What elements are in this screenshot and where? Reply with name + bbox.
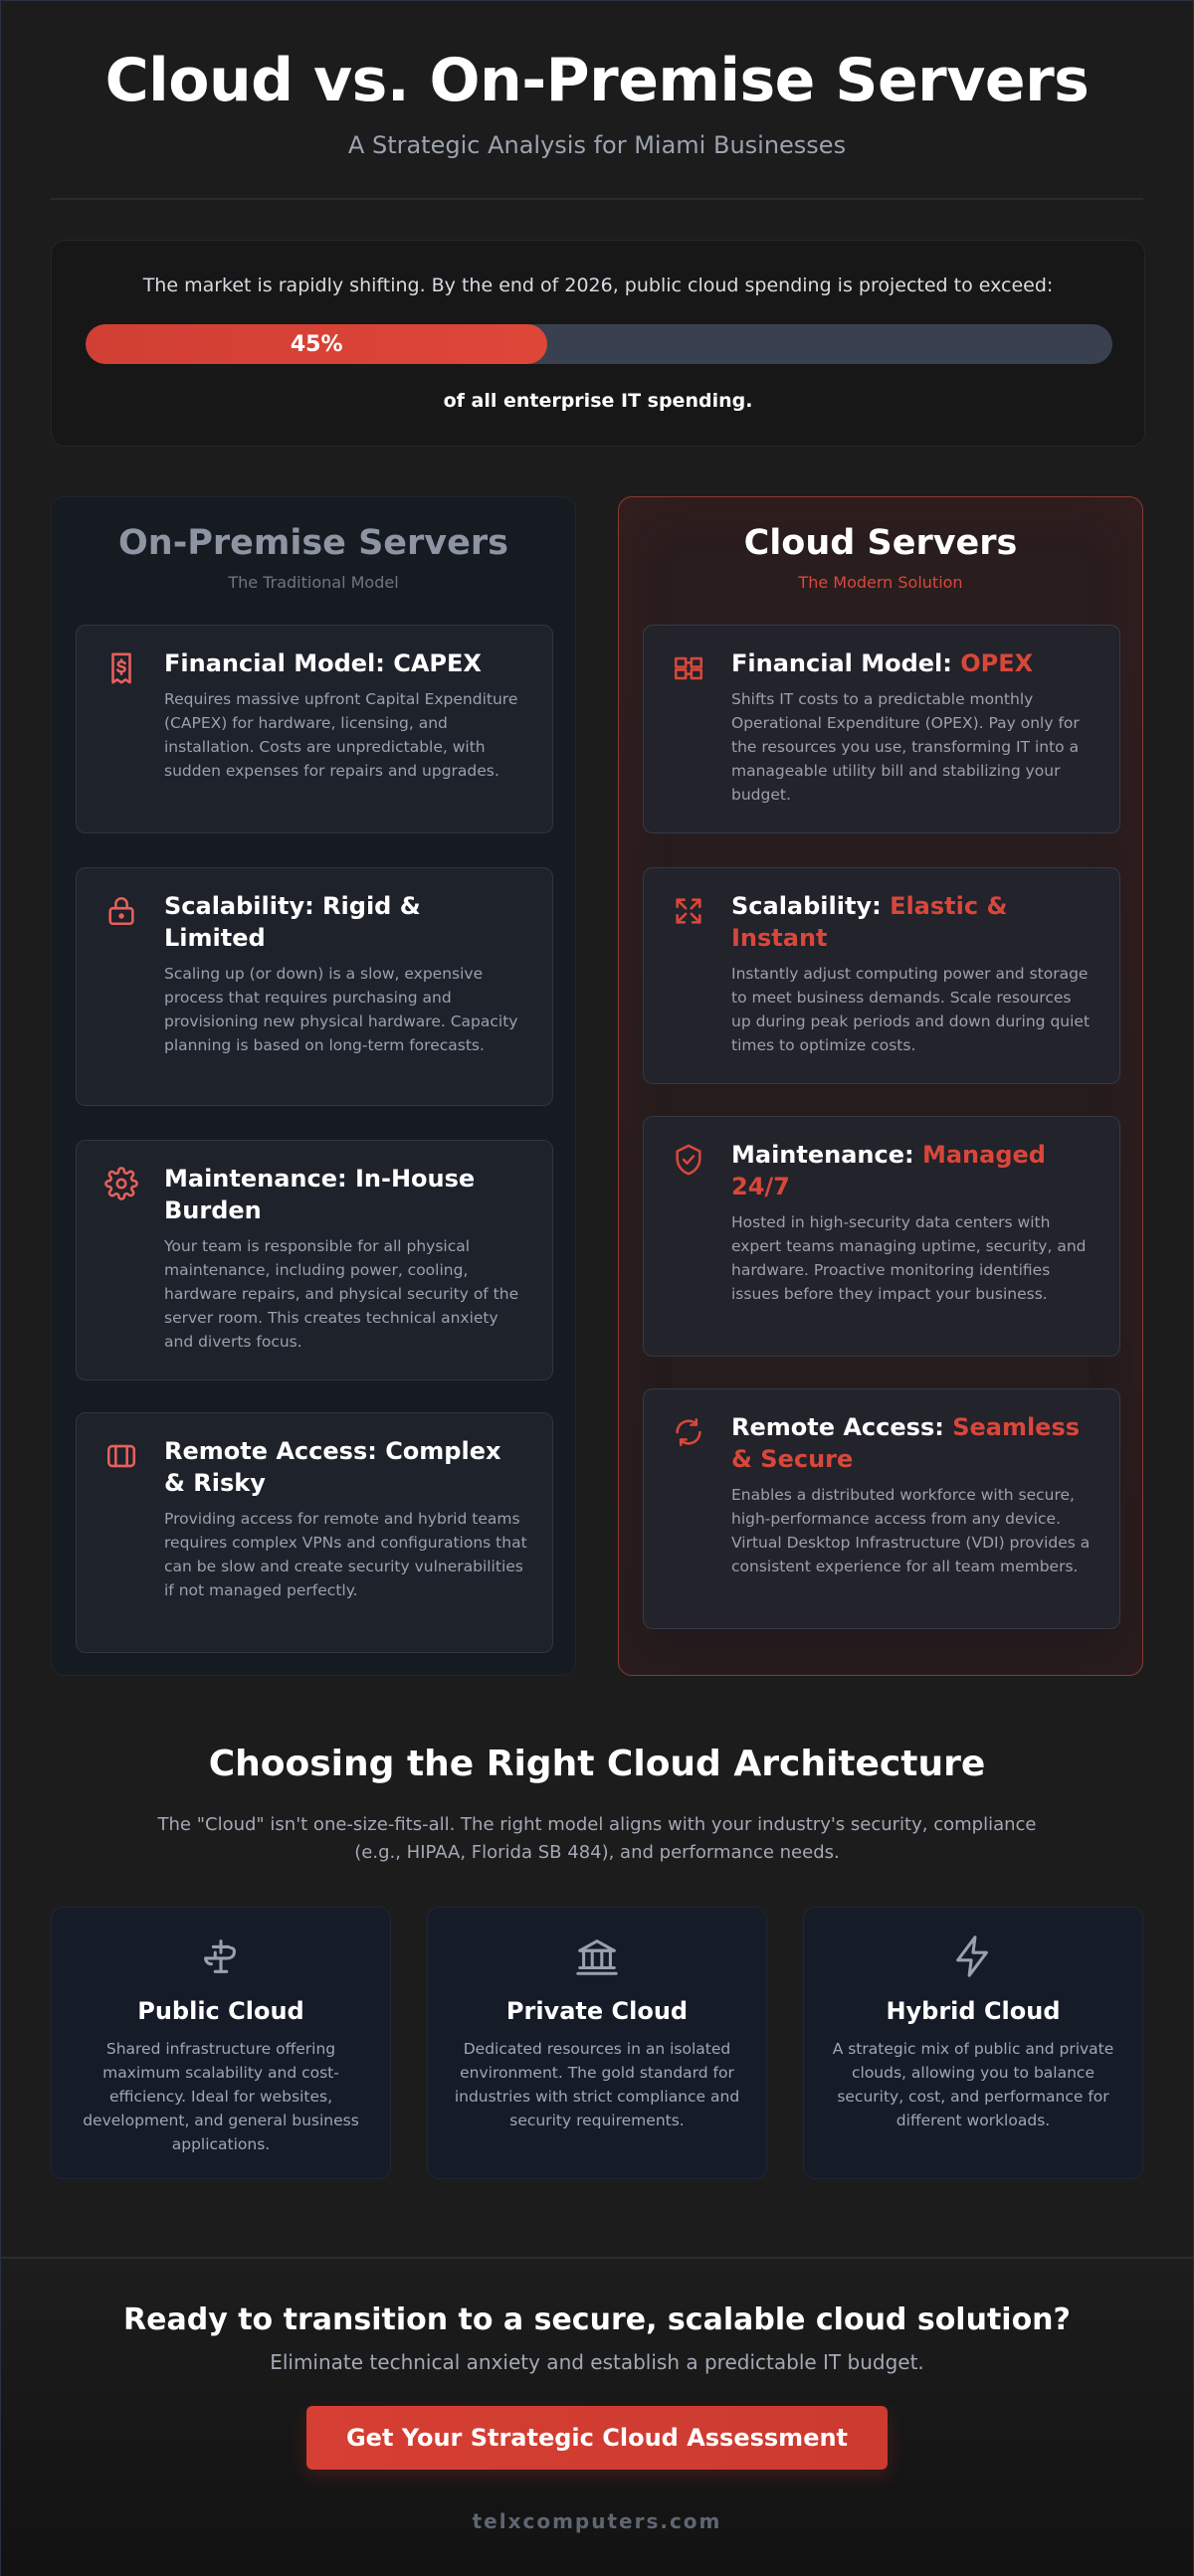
site-domain[interactable]: telxcomputers.com [472, 2509, 722, 2533]
header-divider [51, 198, 1143, 200]
arch-text: A strategic mix of public and private clouds, allowing you to balance security, cost, and performance for different workloads. [832, 2040, 1114, 2129]
card-text: Instantly adjust computing power and storage to meet business demands. Scale resources up during peak periods and down during quiet times to optimize costs. [731, 965, 1091, 1054]
card-text: Requires massive upfront Capital Expenditure (CAPEX) for hardware, licensing, and installation. Costs are unpredictable, with sudden expenses for repairs and upgrades. [164, 690, 518, 780]
cloud-card-maintenance [643, 1116, 1120, 1357]
on-premise-card-financial [76, 625, 553, 833]
arch-name: Hybrid Cloud [886, 1997, 1061, 2025]
architecture-description: The "Cloud" isn't one-size-fits-all. The right model aligns with your industry's security, compliance (e.g., HIPAA, Florida SB 484), and performance needs. [157, 1814, 1037, 1863]
header [1, 1, 1193, 200]
stat-text: The market is rapidly shifting. By the end of 2026, public cloud spending is projected to exceed: [142, 275, 1054, 296]
progress-fill [86, 324, 547, 364]
on-premise-card-remote-access [76, 1412, 553, 1653]
vpn-icon [104, 1439, 138, 1473]
card-text: Scaling up (or down) is a slow, expensive process that requires purchasing and provisioning new physical hardware. Capacity planning is based on long-term forecasts. [164, 965, 518, 1054]
lightning-icon [950, 1933, 996, 1979]
card-title: Financial Model: OPEX [731, 649, 1034, 677]
cloud-title: Cloud Servers [743, 523, 1018, 563]
cta-subtitle: Eliminate technical anxiety and establish a predictable IT budget. [270, 2350, 924, 2374]
card-text: Enables a distributed workforce with secure, high-performance access from any device. Virtual Desktop Infrastructure (VDI) provides a consistent experience for all team members. [731, 1486, 1091, 1575]
cloud-subtitle: The Modern Solution [798, 573, 963, 592]
card-title: Remote Access: Complex & Risky [164, 1437, 501, 1497]
card-title: Maintenance: Managed 24/7 [731, 1141, 1046, 1200]
card-text: Hosted in high-security data centers with expert teams managing uptime, security, and hardware. Proactive monitoring identifies issues before they impact your business. [731, 1213, 1087, 1303]
arch-text: Dedicated resources in an isolated environment. The gold standard for industries with strict compliance and security requirements. [454, 2040, 740, 2129]
arch-name: Public Cloud [137, 1997, 304, 2025]
get-assessment-button[interactable]: Get Your Strategic Cloud Assessment [306, 2406, 888, 2470]
progress-bar [86, 324, 1112, 364]
invoice-icon [104, 651, 138, 685]
cta-section [1, 2257, 1193, 2576]
arch-card-public [51, 1907, 391, 2179]
card-title: Financial Model: CAPEX [164, 649, 482, 677]
cloud-card-remote-access [643, 1388, 1120, 1629]
card-text: Providing access for remote and hybrid teams requires complex VPNs and configurations that can be slow and create security vulnerabilities if not managed perfectly. [164, 1510, 527, 1599]
card-text: Shifts IT costs to a predictable monthly Operational Expenditure (OPEX). Pay only for the resources you use, transforming IT into a manageable utility bill and stabilizing your budget. [731, 690, 1080, 804]
refresh-icon [672, 1415, 705, 1449]
cta-title: Ready to transition to a secure, scalable cloud solution? [123, 2302, 1071, 2337]
network-icon [198, 1933, 244, 1979]
arch-text: Shared infrastructure offering maximum scalability and cost-efficiency. Ideal for websites, development, and general business applications. [83, 2040, 359, 2153]
on-premise-card-maintenance [76, 1140, 553, 1380]
architecture-title: Choosing the Right Cloud Architecture [208, 1744, 986, 1784]
cloud-card-scalability [643, 867, 1120, 1084]
cloud-card-financial [643, 625, 1120, 833]
card-title: Remote Access: Seamless & Secure [731, 1413, 1081, 1473]
lock-icon [104, 894, 138, 928]
progress-label: 45% [290, 331, 343, 357]
page-title: Cloud vs. On-Premise Servers [104, 46, 1090, 115]
stat-box [51, 240, 1145, 447]
on-premise-subtitle: The Traditional Model [228, 573, 399, 592]
shield-check-icon [672, 1143, 705, 1177]
arch-card-private [427, 1907, 767, 2179]
expand-icon [672, 894, 705, 928]
arch-card-hybrid [803, 1907, 1143, 2179]
card-title: Maintenance: In-House Burden [164, 1165, 476, 1224]
card-title: Scalability: Rigid & Limited [164, 892, 421, 952]
on-premise-title: On-Premise Servers [118, 523, 508, 563]
gear-icon [104, 1167, 138, 1200]
cloud-column [618, 496, 1143, 1676]
on-premise-column [51, 496, 576, 1676]
card-text: Your team is responsible for all physical maintenance, including power, cooling, hardware repairs, and physical security of the server room. This creates technical anxiety and diverts focus. [164, 1237, 519, 1351]
page-subtitle: A Strategic Analysis for Miami Businesses [347, 131, 847, 159]
bank-icon [574, 1933, 620, 1979]
dashboard-icon [672, 651, 705, 685]
stat-suffix: of all enterprise IT spending. [443, 390, 753, 412]
on-premise-card-scalability [76, 867, 553, 1106]
card-title: Scalability: Elastic & Instant [731, 892, 1008, 952]
arch-name: Private Cloud [505, 1997, 689, 2025]
